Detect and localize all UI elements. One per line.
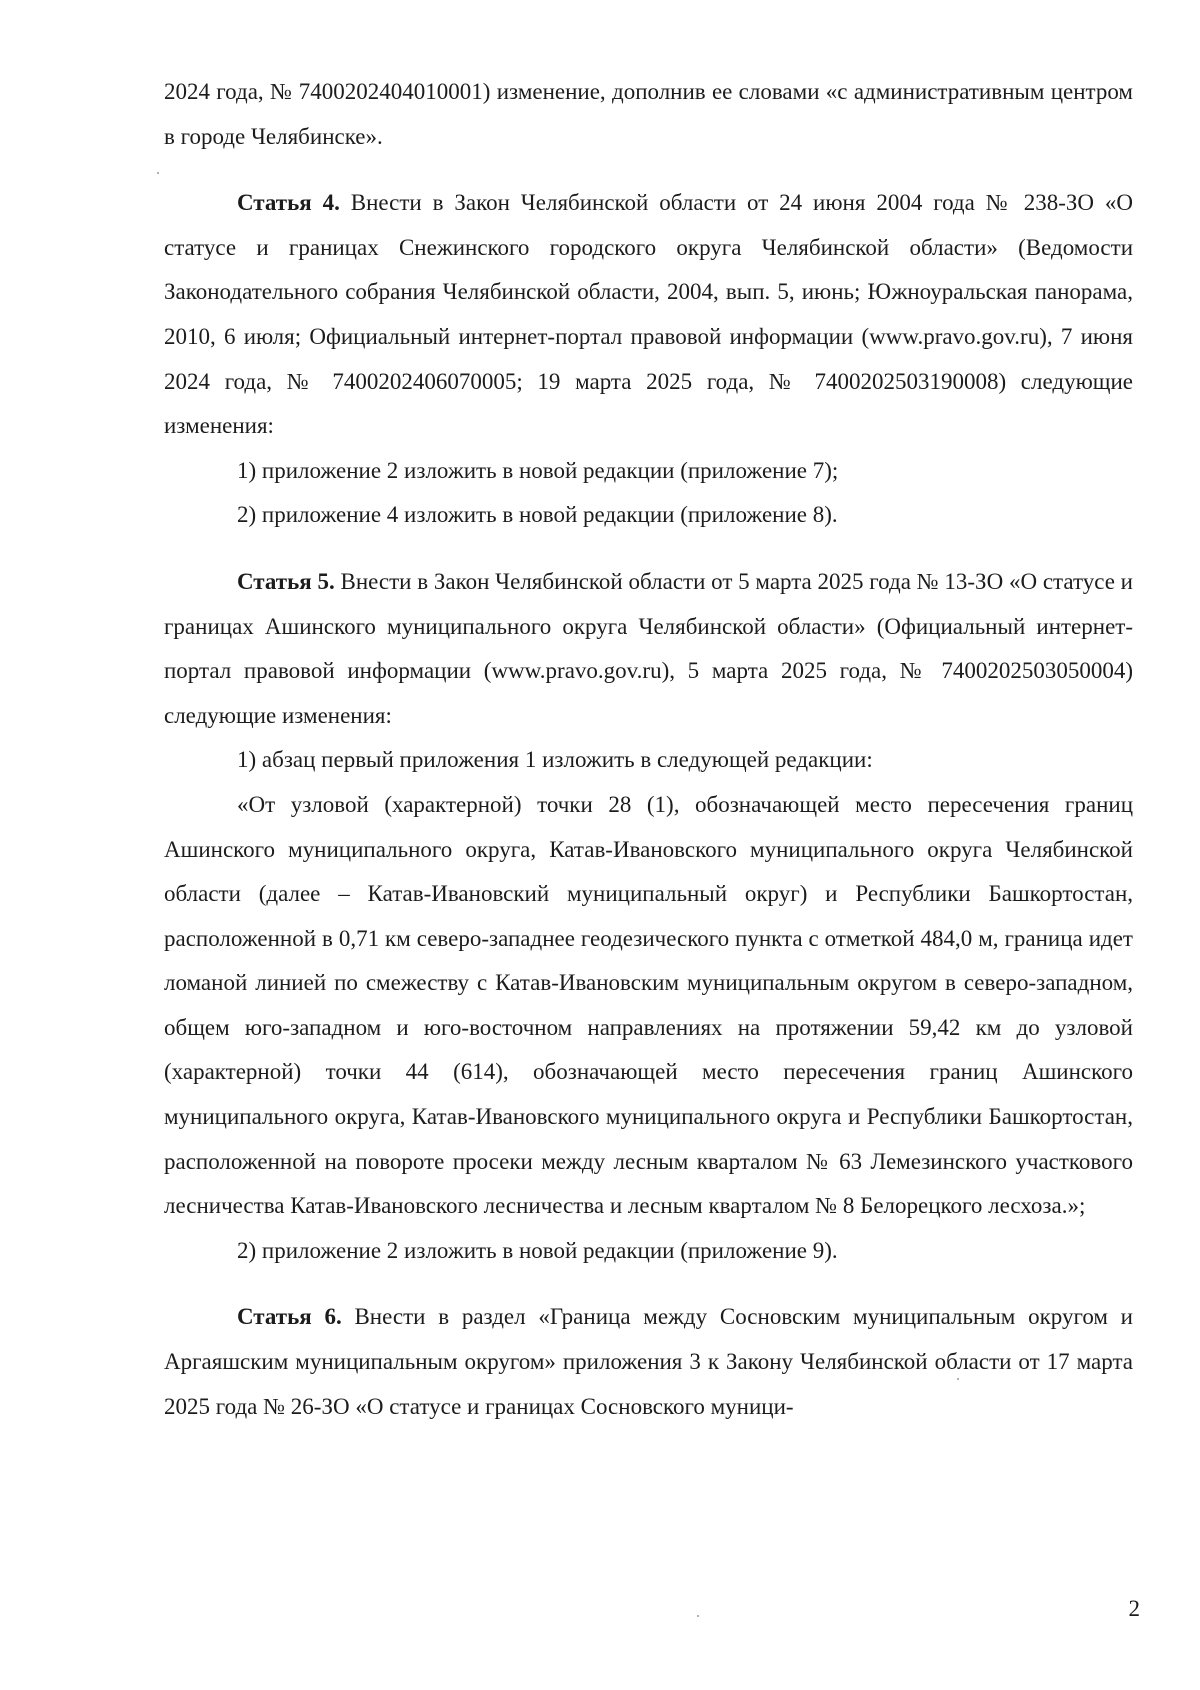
scan-speck — [957, 1378, 959, 1380]
article-4-title: Статья 4. — [237, 190, 340, 216]
article-6-title: Статья 6. — [237, 1304, 342, 1330]
article-4-item-2: 2) приложение 4 изложить в новой редакции (приложение 8). — [237, 502, 838, 528]
page-number: 2 — [1128, 1596, 1140, 1621]
scan-speck — [157, 172, 159, 174]
article-5-item-1: 1) абзац первый приложения 1 изложить в следующей редакции: — [237, 747, 873, 773]
article-6-text: Внести в раздел «Граница между Сосновским муниципальным округом и Аргаяшским муниципальным округом» приложения 3 к Закону Челябинской области от 17 марта 2025 года № 26-ЗО «О статусе и границах Сосновского муници- — [164, 1304, 1133, 1419]
paragraph-continuation: 2024 года, № 7400202404010001) изменение, дополнив ее словами «с административным центром в городе Челябинске». — [164, 79, 1133, 149]
article-4-text: Внести в Закон Челябинской области от 24 июня 2004 года № 238-ЗО «О статусе и границах Снежинского городского округа Челябинской области» (Ведомости Законодательного собрания Челябинской области, 2004, вып. 5, июнь; Южноуральская панорама, 2010, 6 июля; Официальный интернет-портал правовой информации (www.pravo.gov.ru), 7 июня 2024 года, № 7400202406070005; 19 марта 2025 года, № 7400202503190008) следующие изменения: — [164, 190, 1133, 439]
scan-speck — [697, 1615, 699, 1617]
article-5-title: Статья 5. — [237, 568, 335, 594]
article-4-paragraph — [164, 181, 1133, 449]
article-5-text: Внести в Закон Челябинской области от 5 марта 2025 года № 13-ЗО «О статусе и границах Ашинского муниципального округа Челябинской области» (Официальный интернет-портал правовой информации (www.pravo.gov.ru), 5 марта 2025 года, № 7400202503050004) следующие изменения: — [164, 568, 1133, 728]
article-5-paragraph — [164, 560, 1133, 738]
article-4-item-1: 1) приложение 2 изложить в новой редакции (приложение 7); — [237, 457, 839, 483]
document-body — [164, 70, 1133, 1429]
article-5-quote: «От узловой (характерной) точки 28 (1), обозначающей место пересечения границ Ашинского муниципального округа, Катав-Ивановского муниципального округа Челябинской области (далее – Катав-Ивановский муниципальный округ) и Республики Башкортостан, расположенной в 0,71 км северо-западнее геодезического пункта с отметкой 484,0 м, граница идет ломаной линией по смежеству с Катав-Ивановским муниципальным округом в северо-западном, общем юго-западном и юго-восточном направлениях на протяжении 59,42 км до узловой (характерной) точки 44 (614), обозначающей место пересечения границ Ашинского муниципального округа, Катав-Ивановского муниципального округа и Республики Башкортостан, расположенной на повороте просеки между лесным кварталом № 63 Лемезинского участкового лесничества Катав-Ивановского лесничества и лесным кварталом № 8 Белорецкого лесхоза.»; — [164, 791, 1133, 1219]
article-6-paragraph — [164, 1295, 1133, 1429]
article-5-item-2: 2) приложение 2 изложить в новой редакции (приложение 9). — [237, 1237, 838, 1263]
